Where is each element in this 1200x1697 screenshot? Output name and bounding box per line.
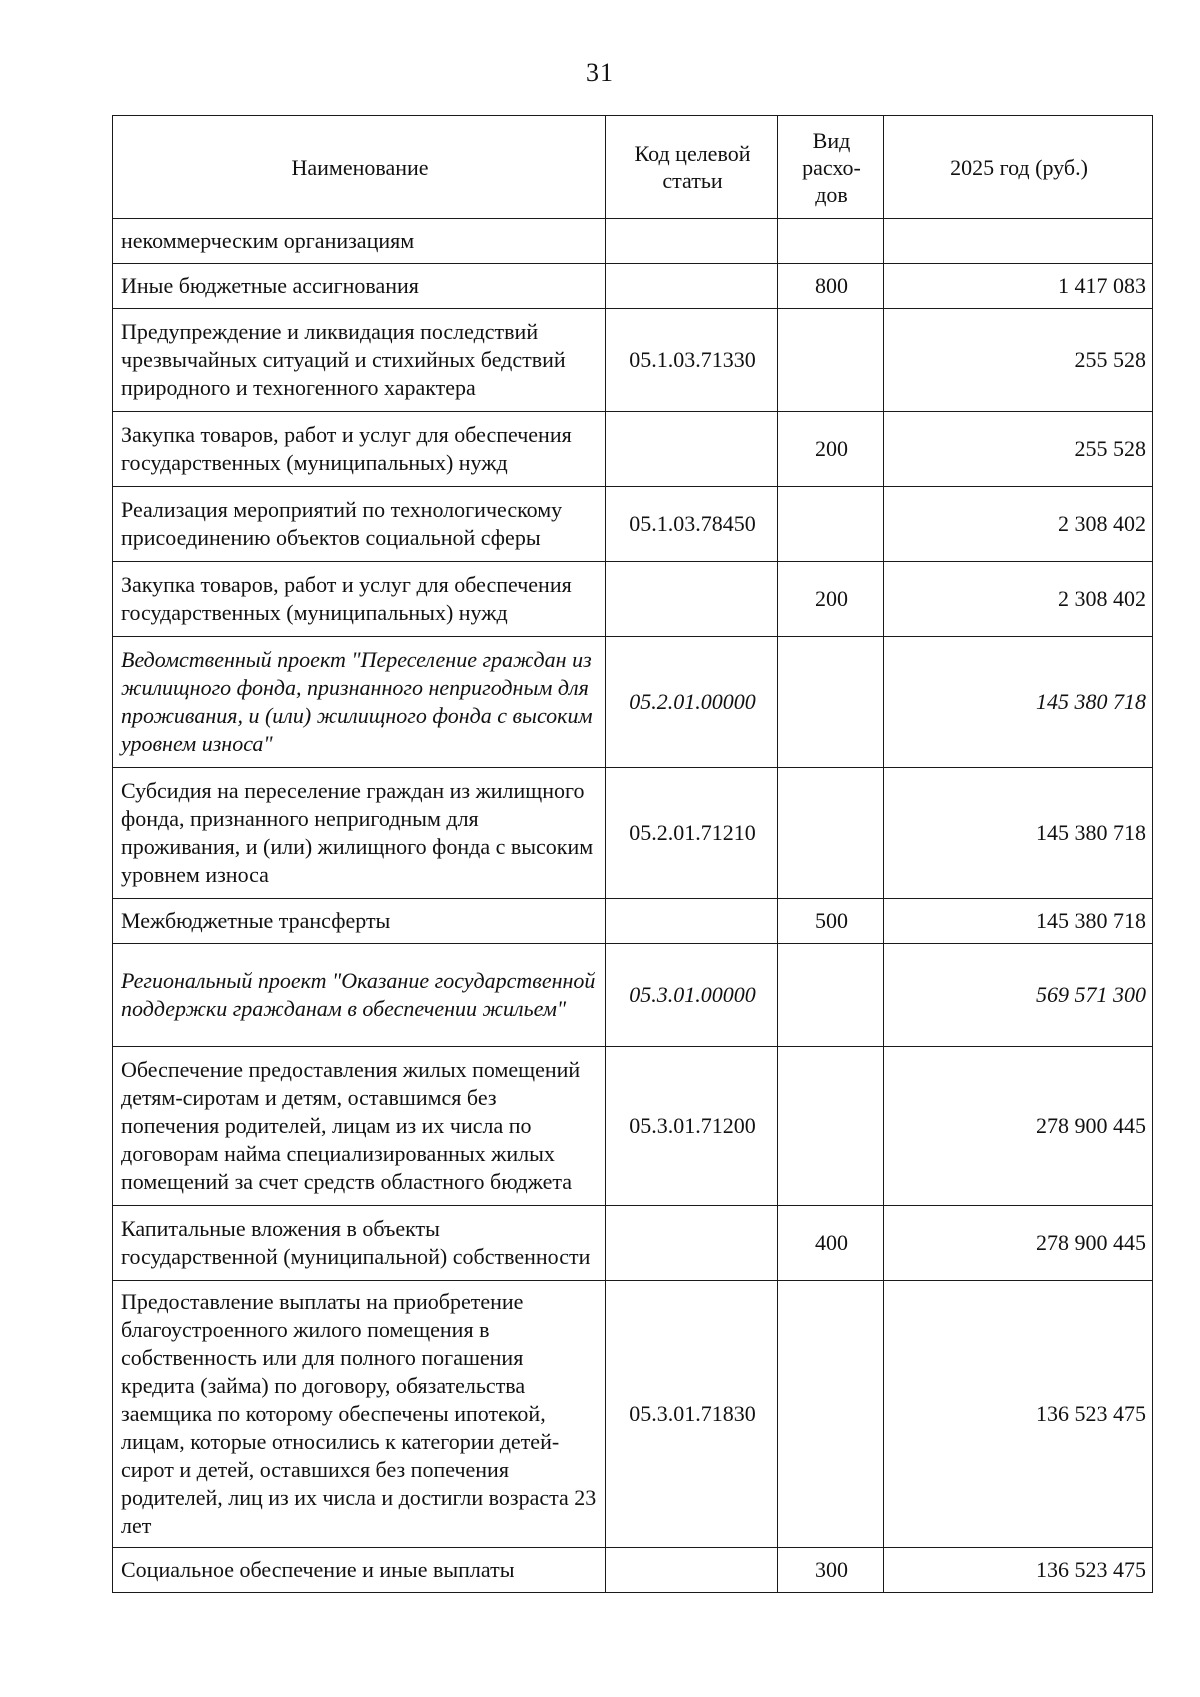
row-amount: 136 523 475 bbox=[884, 1281, 1153, 1548]
row-code bbox=[606, 264, 778, 309]
row-code: 05.2.01.00000 bbox=[606, 637, 778, 768]
row-name: некоммерческим организациям bbox=[113, 219, 606, 264]
row-type bbox=[778, 944, 884, 1047]
header-amount: 2025 год (руб.) bbox=[884, 116, 1153, 219]
row-code bbox=[606, 899, 778, 944]
row-amount: 145 380 718 bbox=[884, 768, 1153, 899]
budget-table bbox=[112, 115, 1153, 1593]
table-row bbox=[113, 219, 1153, 264]
row-type bbox=[778, 309, 884, 412]
table-row bbox=[113, 899, 1153, 944]
row-type bbox=[778, 1047, 884, 1206]
row-amount: 2 308 402 bbox=[884, 487, 1153, 562]
row-type: 200 bbox=[778, 562, 884, 637]
row-amount: 145 380 718 bbox=[884, 637, 1153, 768]
row-amount: 278 900 445 bbox=[884, 1047, 1153, 1206]
table-row bbox=[113, 637, 1153, 768]
row-amount: 255 528 bbox=[884, 412, 1153, 487]
page-number: 31 bbox=[586, 58, 614, 87]
row-code: 05.3.01.71200 bbox=[606, 1047, 778, 1206]
row-name: Капитальные вложения в объекты государственной (муниципальной) собственности bbox=[113, 1206, 606, 1281]
row-type: 500 bbox=[778, 899, 884, 944]
row-code bbox=[606, 1206, 778, 1281]
row-name: Закупка товаров, работ и услуг для обеспечения государственных (муниципальных) нужд bbox=[113, 412, 606, 487]
table-row bbox=[113, 1206, 1153, 1281]
row-name: Субсидия на переселение граждан из жилищного фонда, признанного непригодным для проживания, и (или) жилищного фонда с высоким уровнем износа bbox=[113, 768, 606, 899]
row-amount: 1 417 083 bbox=[884, 264, 1153, 309]
row-type bbox=[778, 768, 884, 899]
table-row bbox=[113, 1548, 1153, 1593]
row-amount: 278 900 445 bbox=[884, 1206, 1153, 1281]
row-name: Межбюджетные трансферты bbox=[113, 899, 606, 944]
row-name: Иные бюджетные ассигнования bbox=[113, 264, 606, 309]
table-header-row bbox=[113, 116, 1153, 219]
row-name: Социальное обеспечение и иные выплаты bbox=[113, 1548, 606, 1593]
header-name: Наименование bbox=[113, 116, 606, 219]
row-code: 05.1.03.78450 bbox=[606, 487, 778, 562]
row-type bbox=[778, 1281, 884, 1548]
table-row bbox=[113, 309, 1153, 412]
table-row bbox=[113, 264, 1153, 309]
row-type bbox=[778, 487, 884, 562]
row-name: Региональный проект "Оказание государственной поддержки гражданам в обеспечении жильем" bbox=[113, 944, 606, 1047]
table-row bbox=[113, 562, 1153, 637]
table-row bbox=[113, 487, 1153, 562]
table-row bbox=[113, 1281, 1153, 1548]
row-code: 05.3.01.71830 bbox=[606, 1281, 778, 1548]
row-code: 05.3.01.00000 bbox=[606, 944, 778, 1047]
row-name: Обеспечение предоставления жилых помещений детям-сиротам и детям, оставшимся без попечения родителей, лицам из их числа по договорам найма специализированных жилых помещений за счет средств областного бюджета bbox=[113, 1047, 606, 1206]
row-type: 800 bbox=[778, 264, 884, 309]
row-amount: 136 523 475 bbox=[884, 1548, 1153, 1593]
row-name: Предоставление выплаты на приобретение благоустроенного жилого помещения в собственность или для полного погашения кредита (займа) по договору, обязательства заемщика по которому обеспечены ипотекой, лицам, которые относились к категории детей-сирот и детей, оставшихся без попечения родителей, лиц из их числа и достигли возраста 23 лет bbox=[113, 1281, 606, 1548]
row-code bbox=[606, 562, 778, 637]
table-row bbox=[113, 944, 1153, 1047]
row-name: Предупреждение и ликвидация последствий чрезвычайных ситуаций и стихийных бедствий природного и техногенного характера bbox=[113, 309, 606, 412]
row-code: 05.1.03.71330 bbox=[606, 309, 778, 412]
row-code: 05.2.01.71210 bbox=[606, 768, 778, 899]
row-name: Закупка товаров, работ и услуг для обеспечения государственных (муниципальных) нужд bbox=[113, 562, 606, 637]
table-row bbox=[113, 768, 1153, 899]
row-name: Реализация мероприятий по технологическому присоединению объектов социальной сферы bbox=[113, 487, 606, 562]
header-type: Вид расхо-дов bbox=[778, 116, 884, 219]
table-row bbox=[113, 412, 1153, 487]
row-amount bbox=[884, 219, 1153, 264]
row-type: 300 bbox=[778, 1548, 884, 1593]
row-code bbox=[606, 219, 778, 264]
row-type: 400 bbox=[778, 1206, 884, 1281]
row-amount: 255 528 bbox=[884, 309, 1153, 412]
table-row bbox=[113, 1047, 1153, 1206]
row-amount: 145 380 718 bbox=[884, 899, 1153, 944]
row-code bbox=[606, 1548, 778, 1593]
row-name: Ведомственный проект "Переселение граждан из жилищного фонда, признанного непригодным для проживания, и (или) жилищного фонда с высоким уровнем износа" bbox=[113, 637, 606, 768]
row-amount: 569 571 300 bbox=[884, 944, 1153, 1047]
header-code: Код целевой статьи bbox=[606, 116, 778, 219]
row-type bbox=[778, 637, 884, 768]
row-amount: 2 308 402 bbox=[884, 562, 1153, 637]
row-type bbox=[778, 219, 884, 264]
row-code bbox=[606, 412, 778, 487]
row-type: 200 bbox=[778, 412, 884, 487]
